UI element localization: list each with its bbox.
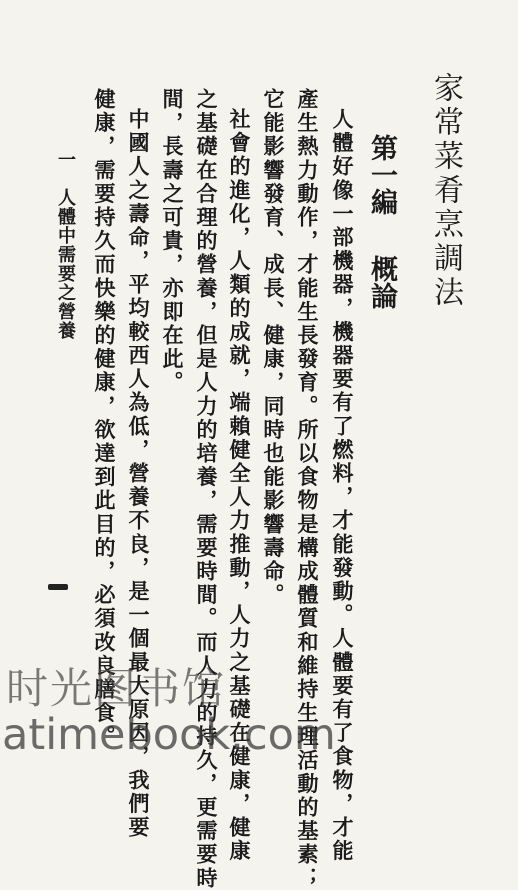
body-column-6: 間，長壽之可貴，亦即在此。 bbox=[160, 88, 185, 395]
body-column-1: 人體好像一部機器，機器要有了燃料，才能發動。人體要有了食物，才能 bbox=[330, 108, 355, 864]
chapter-number: 第一編 bbox=[366, 134, 397, 215]
watermark-url: atimebook.com bbox=[2, 710, 336, 760]
body-column-2: 產生熱力動作，才能生長發育。所以食物是構成體質和維持生理活動的基素； bbox=[295, 88, 320, 890]
body-column-8: 健康，需要持久而快樂的健康，欲達到此目的，必須改良膳食。 bbox=[92, 88, 117, 749]
body-column-4: 社會的進化，人類的成就，端賴健全人力推動，人力之基礎在健康，健康 bbox=[227, 108, 252, 864]
chapter-title: 概論 bbox=[366, 255, 397, 309]
chapter-heading bbox=[368, 134, 395, 309]
running-head: 一 人體中需要之營養 bbox=[55, 150, 76, 340]
page-number-mark bbox=[48, 584, 68, 590]
watermark-text: 时光图书馆 bbox=[6, 664, 227, 713]
body-column-5: 之基礎在合理的營養，但是人力的培養，需要時間。而人力的持久，更需要時 bbox=[194, 88, 219, 890]
body-column-7: 中國人之壽命，平均較西人為低，營養不良，是一個最大原因，我們要 bbox=[126, 108, 151, 840]
book-title: 家常菜肴烹調法 bbox=[428, 72, 463, 310]
body-column-3: 它能影響發育、成長、健康，同時也能影響壽命。 bbox=[261, 88, 286, 608]
